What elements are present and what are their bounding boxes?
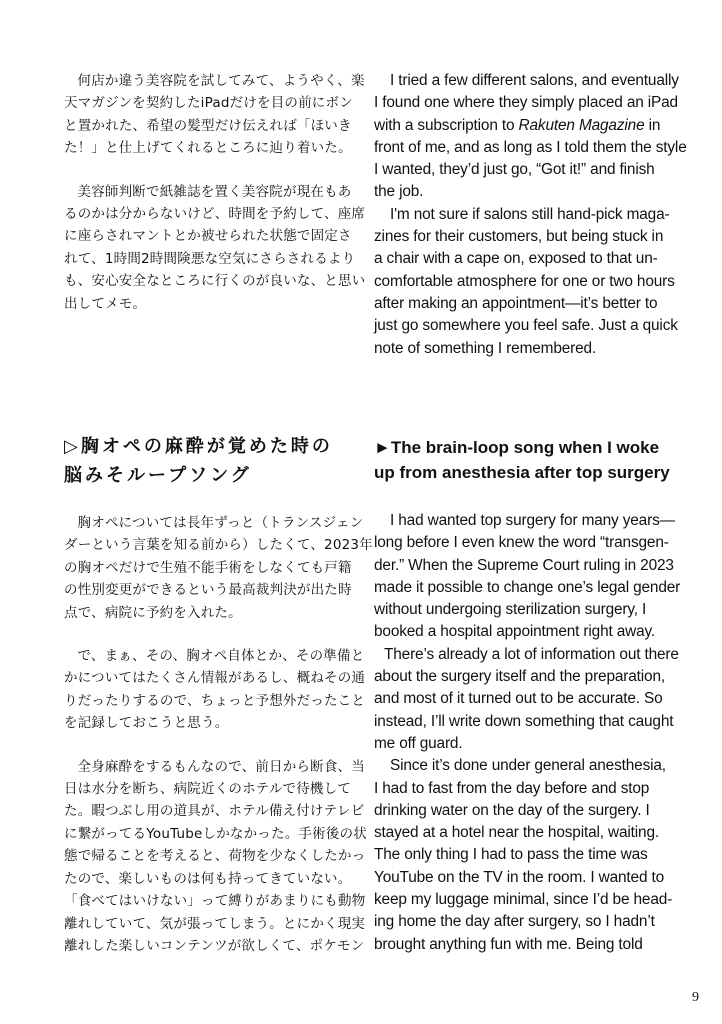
text-line: I had to fast from the day before and stop — [374, 779, 650, 797]
section2-japanese-heading — [64, 432, 364, 490]
text-line: and most of it turned out to be accurate. So — [374, 690, 663, 708]
en-paragraph — [374, 70, 686, 204]
text-line: a chair with a cape on, exposed to that un- — [374, 250, 658, 268]
text-line: かについてはたくさん情報があるし、概ねその通 — [64, 670, 366, 687]
text-line: 出してメモ。 — [64, 295, 147, 312]
magazine-title: Rakuten Magazine — [518, 116, 645, 134]
text-line: ing home the day after surgery, so I hadn’t — [374, 913, 655, 931]
text-line: 何店か違う美容院を試してみて、ようやく、楽 — [77, 73, 365, 89]
text-line: に繋がってるYouTubeしかなかった。手術後の状 — [64, 825, 367, 842]
text-line: 点で、病院に予約を入れた。 — [64, 604, 242, 621]
text-line: I wanted, they’d just go, “Got it!” and finish — [374, 161, 655, 179]
text-line: た。暇つぶし用の道具が、ホテル備え付けテレビ — [64, 803, 365, 820]
text-span: in — [644, 116, 661, 134]
text-line: stayed at a hotel near the hospital, waiting. — [374, 824, 660, 842]
text-line: note of something I remembered. — [374, 339, 597, 357]
text-line: 離れしていて、気が張ってしまう。とにかく現実 — [64, 915, 366, 932]
text-line: just go somewhere you feel safe. Just a quick — [374, 317, 678, 335]
text-line: drinking water on the day of the surgery. I — [374, 801, 650, 819]
text-line: りだったりするので、ちょっと予想外だったこと — [64, 692, 366, 709]
text-line: the job. — [374, 183, 424, 201]
text-line: zines for their customers, but being stuck in — [374, 228, 664, 246]
en-paragraph — [374, 644, 686, 755]
text-line: There’s already a lot of information out there — [384, 645, 679, 663]
text-line: me off guard. — [374, 734, 463, 752]
text-line: と置かれた、希望の髪型だけ伝えれば「ほいき — [64, 117, 352, 134]
text-line: made it possible to change one’s legal gender — [374, 578, 681, 596]
heading-line: up from anesthesia after top surgery — [374, 463, 670, 482]
text-line: た！」と仕上げてくれるところに辿り着いた。 — [64, 140, 352, 157]
jp-paragraph — [64, 756, 367, 958]
text-line: で、まぁ、その、胸オペ自体とか、その準備と — [77, 648, 365, 665]
text-line: after making an appointment—it’s better to — [374, 294, 658, 312]
section2-english-heading — [374, 435, 694, 485]
text-line: を記録しておこうと思う。 — [64, 715, 229, 732]
en-paragraph — [374, 755, 686, 956]
text-line: front of me, and as long as I told them the style — [374, 138, 687, 156]
text-line: れて、1時間2時間険悪な空気にさらされるより — [64, 250, 356, 267]
text-line: 「食べてはいけない」って縛りがあまりにも動物 — [64, 893, 366, 910]
text-line: der.” When the Supreme Court ruling in 2023 — [374, 556, 674, 574]
text-line: instead, I’ll write down something that caught — [374, 712, 674, 730]
en-paragraph — [374, 204, 686, 360]
text-line: about the surgery itself and the preparation, — [374, 668, 665, 686]
text-line: 日は水分を断ち、病院近くのホテルで待機して — [64, 781, 352, 798]
text-line: Since it’s done under general anesthesia, — [390, 757, 666, 775]
text-line: 美容師判断で紙雑誌を置く美容院が現在もあ — [77, 183, 352, 200]
section2-japanese-column — [64, 512, 373, 957]
text-line: ダーという言葉を知る前から）したくて、2023年 — [64, 537, 373, 554]
jp-paragraph — [64, 181, 364, 315]
en-paragraph — [374, 510, 686, 644]
text-line: 離れした楽しいコンテンツが欲しくて、ポケモン — [64, 937, 365, 954]
text-line — [374, 115, 686, 137]
text-line: の性別変更ができるという最高裁判決が出た時 — [64, 582, 352, 599]
text-line: I tried a few different salons, and eventually — [390, 72, 679, 89]
text-span: with a subscription to — [374, 116, 519, 134]
text-line: も、安心安全なところに行くのが良いな、と思い — [64, 273, 366, 290]
text-line: without undergoing sterilization surgery, I — [374, 601, 647, 619]
text-line: comfortable atmosphere for one or two hours — [374, 272, 675, 290]
text-line: 天マガジンを契約したiPadだけを目の前にボン — [64, 95, 353, 112]
text-line: I had wanted top surgery for many years— — [390, 512, 675, 529]
text-line: YouTube on the TV in the room. I wanted to — [374, 868, 665, 886]
text-line: に座らされマントとか被せられた状態で固定さ — [64, 228, 352, 245]
page-number: 9 — [692, 990, 699, 1005]
heading-line: 脳みそループソング — [64, 465, 252, 486]
text-line: 全身麻酔をするもんなので、前日から断食、当 — [77, 758, 365, 775]
section1-english-column — [374, 70, 686, 360]
jp-paragraph — [64, 512, 373, 624]
text-line: The only thing I had to pass the time was — [374, 846, 648, 864]
section1-japanese-column — [64, 70, 364, 315]
text-line: brought anything fun with me. Being told — [374, 935, 643, 953]
text-line: keep my luggage minimal, since I’d be head- — [374, 891, 673, 909]
text-line: booked a hospital appointment right away. — [374, 623, 656, 641]
text-line: たので、楽しいものは何も持ってきていない。 — [64, 870, 352, 887]
text-line: I'm not sure if salons still hand-pick maga- — [390, 205, 670, 223]
text-line: るのかは分からないけど、時間を予約して、座席 — [64, 206, 366, 223]
text-line: 態で帰ることを考えると、荷物を少なくしたかっ — [64, 848, 366, 865]
text-line: I found one where they simply placed an iPad — [374, 94, 678, 112]
text-line: 胸オペについては長年ずっと（トランスジェン — [77, 515, 364, 531]
jp-paragraph — [64, 70, 364, 160]
text-line: long before I even knew the word “transgen- — [374, 534, 669, 552]
heading-line: ►The brain-loop song when I woke — [374, 438, 660, 457]
jp-paragraph — [64, 645, 364, 735]
text-line: の胸オペだけで生殖不能手術をしなくても戸籍 — [64, 559, 352, 576]
heading-line: ▷胸オペの麻酔が覚めた時の — [64, 436, 333, 457]
section2-english-column — [374, 510, 686, 956]
